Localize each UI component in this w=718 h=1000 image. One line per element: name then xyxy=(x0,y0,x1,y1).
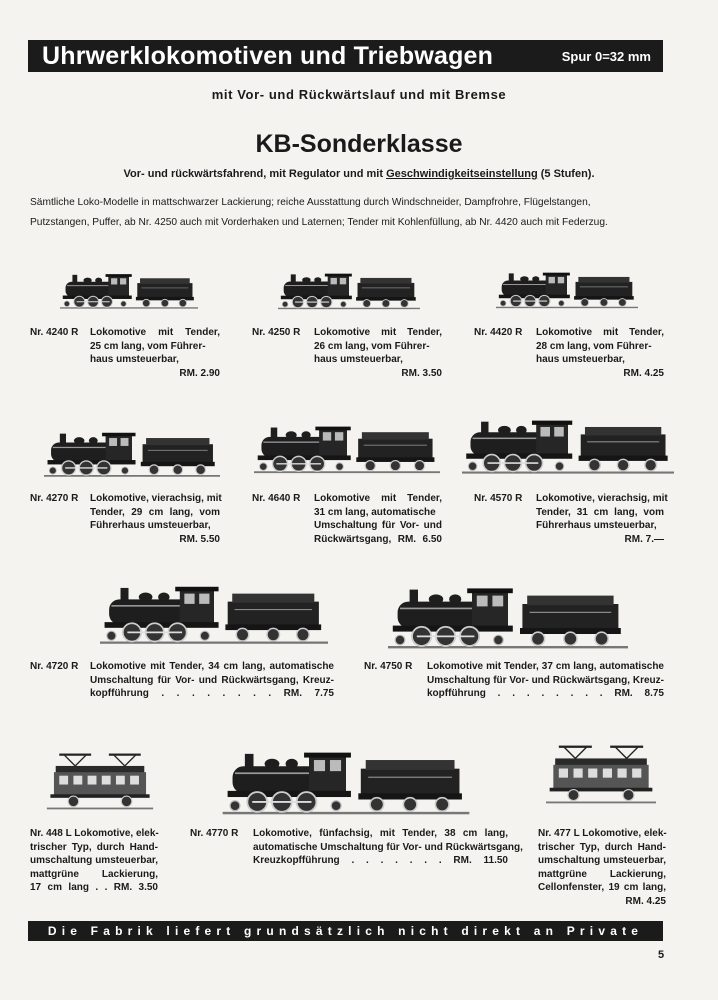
item-text: Cellonfenster, 19 cm lang, xyxy=(538,882,666,893)
item-number: Nr. 477 L xyxy=(538,828,580,839)
catalog-item xyxy=(30,326,220,386)
title-banner xyxy=(28,40,663,72)
item-text: Lokomotive, vierachsig, mit xyxy=(90,493,222,504)
item-text: 25 cm lang, vom Führer- xyxy=(90,340,206,352)
catalog-item xyxy=(474,492,668,552)
steam-locomotive-icon xyxy=(60,265,198,315)
item-text: Lokomotive, vierachsig, mit xyxy=(536,493,668,504)
catalog-item xyxy=(30,827,158,897)
item-text: trischer Typ, durch Hand- xyxy=(538,841,666,853)
item-text: Umschaltung für Vor- und Rückwärtsgang, Kreuz- xyxy=(90,674,334,686)
item-text: Lokomotive mit Tender, 34 cm lang, automatische xyxy=(90,661,334,672)
catalog-item xyxy=(474,326,664,386)
item-text: Lokomotive, elek- xyxy=(74,828,159,839)
electric-locomotive-icon xyxy=(44,750,156,812)
catalog-item xyxy=(30,492,220,552)
item-text: Tender, 29 cm lang, vom xyxy=(90,506,220,518)
item-number: Nr. 4750 R xyxy=(364,661,413,672)
item-number: Nr. 4240 R xyxy=(30,327,79,338)
steam-locomotive-icon xyxy=(44,424,220,482)
item-number: Nr. 4640 R xyxy=(252,493,301,504)
item-number: Nr. 4770 R xyxy=(190,828,239,839)
item-text: Lokomotive mit Tender, 37 cm lang, automatische xyxy=(427,661,664,672)
subtitle: mit Vor- und Rückwärtslauf und mit Bremse xyxy=(211,87,507,102)
item-number: Nr. 4420 R xyxy=(474,327,523,338)
item-price: RM. 2.90 xyxy=(179,367,220,379)
item-text: automatische Umschaltung für Vor- und Rückwärtsgang, xyxy=(253,841,523,853)
catalog-item xyxy=(252,326,442,386)
steam-locomotive-icon xyxy=(384,580,632,652)
section-title: KB-Sonderklasse xyxy=(255,130,463,158)
item-text: 28 cm lang, vom Führer- xyxy=(536,340,652,352)
item-text xyxy=(30,827,158,841)
item-price: Kreuzkopfführung . . . . . . . RM. 11.50 xyxy=(253,855,508,866)
item-price: RM. 4.25 xyxy=(625,895,666,907)
item-text: Lokomotive mit Tender, xyxy=(536,327,664,338)
catalog-item xyxy=(364,660,664,705)
section-lead xyxy=(0,168,718,180)
item-text: Lokomotive mit Tender, xyxy=(90,327,220,338)
item-text xyxy=(538,827,666,841)
steam-locomotive-icon xyxy=(462,408,674,482)
item-text: 31 cm lang, automatische xyxy=(314,506,436,518)
catalog-item xyxy=(538,827,666,911)
item-text: 26 cm lang, vom Führer- xyxy=(314,340,430,352)
item-text: haus umsteuerbar, xyxy=(536,354,625,365)
item-price: kopfführung . . . . . . . . RM. 7.75 xyxy=(90,688,334,699)
item-text: mattgrüne Lackierung, xyxy=(538,868,666,880)
item-price: kopfführung . . . . . . . . RM. 8.75 xyxy=(427,688,664,699)
gauge-label: Spur 0=32 mm xyxy=(561,48,651,64)
page-title: Uhrwerklokomotiven und Triebwagen xyxy=(42,41,494,70)
item-price: RM. 4.25 xyxy=(623,367,664,379)
item-number: Nr. 4270 R xyxy=(30,493,79,504)
steam-locomotive-icon xyxy=(254,414,440,482)
item-text: haus umsteuerbar, xyxy=(90,354,179,365)
description-line: Putzstangen, Puffer, ab Nr. 4250 auch mit Vorderhaken und Laternen; Tender mit Kohlenfüllung, ab Nr. 4420 auch mit Federzug. xyxy=(30,217,608,228)
electric-locomotive-icon xyxy=(546,740,656,808)
catalog-item xyxy=(30,660,334,705)
item-text: umschaltung umsteuerbar, xyxy=(538,855,666,866)
lead-text-end: (5 Stufen). xyxy=(537,168,595,180)
item-text: Führerhaus umsteuerbar, xyxy=(90,520,211,531)
item-number: Nr. 448 L xyxy=(30,828,72,839)
item-price: 17 cm lang . . RM. 3.50 xyxy=(30,882,158,893)
item-text: Umschaltung für Vor- und xyxy=(314,520,442,531)
item-text: Lokomotive mit Tender, xyxy=(314,327,442,338)
item-text: Umschaltung für Vor- und Rückwärtsgang, Kreuz- xyxy=(427,674,664,686)
steam-locomotive-icon xyxy=(496,263,638,315)
lead-underlined: Geschwindigkeitseinstellung xyxy=(386,168,538,180)
item-text: Lokomotive, elek- xyxy=(582,828,667,839)
item-text: haus umsteuerbar, xyxy=(314,354,403,365)
catalog-item xyxy=(190,827,523,872)
steam-locomotive-icon xyxy=(204,744,488,818)
item-number: Nr. 4570 R xyxy=(474,493,523,504)
item-text: Rückwärtsgang, RM. 6.50 xyxy=(314,533,442,545)
item-text: Lokomotive, fünfachsig, mit Tender, 38 cm lang, xyxy=(253,828,508,839)
item-price: RM. 7.— xyxy=(624,533,664,545)
catalog-item xyxy=(252,492,442,552)
item-text: trischer Typ, durch Hand- xyxy=(30,841,158,853)
steam-locomotive-icon xyxy=(278,265,420,315)
item-text: Lokomotive mit Tender, xyxy=(314,493,442,504)
lead-text: Vor- und rückwärtsfahrend, mit Regulator und mit xyxy=(123,168,387,180)
footer-text: Die Fabrik liefert grundsätzlich nicht direkt an Private xyxy=(47,924,644,938)
footer-banner xyxy=(28,921,663,941)
steam-locomotive-icon xyxy=(100,576,328,650)
item-number: Nr. 4720 R xyxy=(30,661,79,672)
item-text: mattgrüne Lackierung, xyxy=(30,868,158,880)
item-price: RM. 5.50 xyxy=(179,533,220,545)
section-description xyxy=(30,193,690,233)
item-number: Nr. 4250 R xyxy=(252,327,301,338)
item-text: Führerhaus umsteuerbar, xyxy=(536,520,657,531)
description-line: Sämtliche Loko-Modelle in mattschwarzer Lackierung; reiche Ausstattung durch Windschneider, Dampfrohre, Flügelstangen, xyxy=(30,197,591,208)
page-number: 5 xyxy=(658,949,665,961)
item-price: RM. 3.50 xyxy=(401,367,442,379)
item-text: Tender, 31 cm lang, vom xyxy=(536,506,664,518)
item-text: umschaltung umsteuerbar, xyxy=(30,855,158,866)
